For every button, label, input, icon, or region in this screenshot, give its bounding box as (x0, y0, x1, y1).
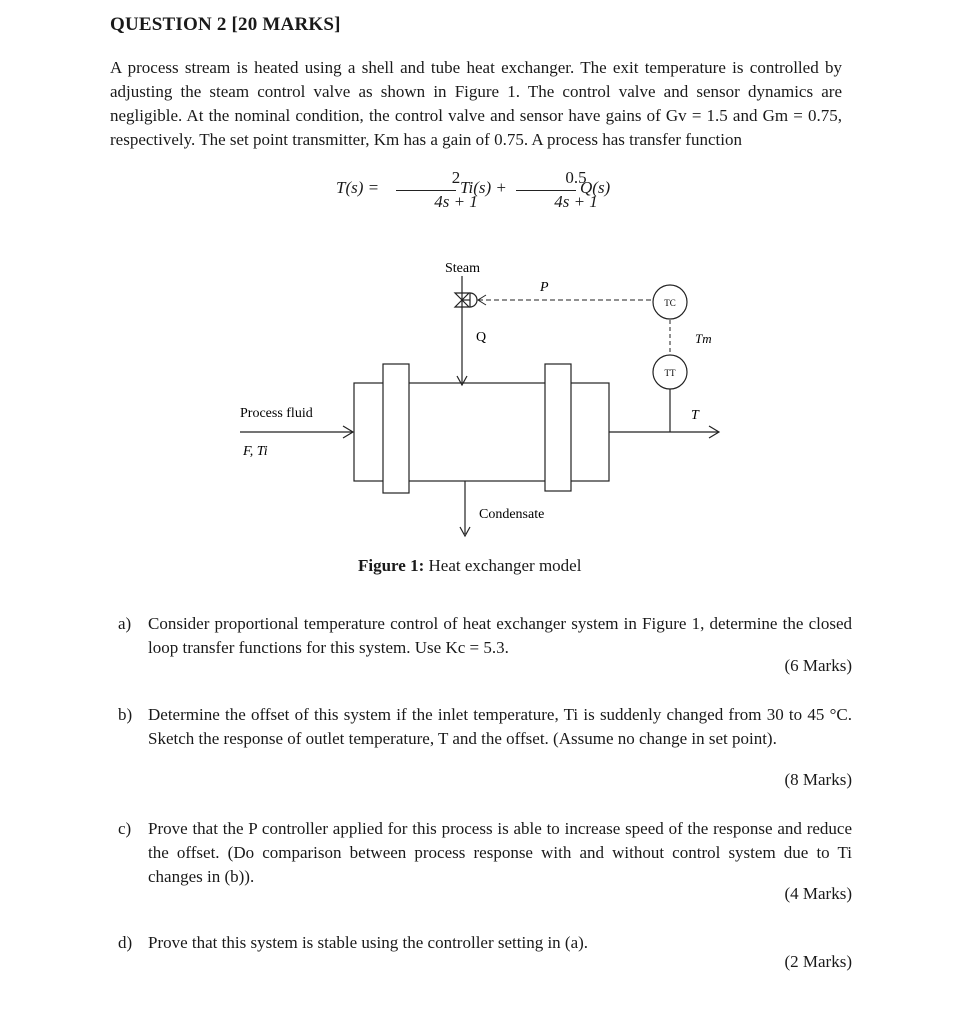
eq-term-2: Q(s) (580, 178, 611, 197)
part-d-label: d) (118, 933, 133, 952)
part-d (118, 931, 852, 955)
steam-label: Steam (445, 261, 480, 276)
heat-exchanger-figure (0, 240, 957, 550)
condensate-label: Condensate (479, 507, 545, 522)
eq-frac2-numerator: 0.5 (565, 168, 587, 187)
tt-label: TT (664, 368, 676, 378)
figure-caption (358, 556, 581, 576)
question-intro (110, 56, 842, 152)
part-a-text: Consider proportional temperature control of heat exchanger system in Figure 1, determine the closed loop transfer functions for this system. Use Kc = 5.3. (148, 614, 852, 657)
eq-fraction-1 (396, 168, 478, 216)
part-c-text: Prove that the P controller applied for this process is able to increase speed of the response and reduce the offset. (Do comparison between process response with and without control system due to Ti changes in (b)). (148, 819, 852, 886)
process-fluid-label: Process fluid (240, 406, 313, 421)
caption-label: Figure 1: (358, 556, 425, 575)
question-title: QUESTION 2 [20 MARKS] (110, 14, 341, 35)
eq-frac1-numerator: 2 (451, 168, 461, 187)
q-label: Q (476, 330, 487, 345)
p-label: P (540, 280, 549, 295)
eq-term-1: Ti(s) + (460, 178, 507, 197)
eq-frac2-denominator: 4s + 1 (554, 192, 598, 211)
eq-frac1-denominator: 4s + 1 (434, 192, 478, 211)
exchanger-flange-left (383, 364, 409, 493)
eq-frac1-bar (396, 190, 456, 191)
part-a-label: a) (118, 614, 132, 633)
part-d-text: Prove that this system is stable using the controller setting in (a). (148, 933, 589, 952)
f-ti-label: F, Ti (243, 444, 268, 459)
part-a (118, 612, 852, 660)
part-d-marks: (2 Marks) (784, 952, 852, 971)
part-c-label: c) (118, 819, 132, 838)
exchanger-flange-right (545, 364, 571, 491)
part-b-text: Determine the offset of this system if the inlet temperature, Ti is suddenly changed from 30 to 45 °C. Sketch the response of outlet temperature, T and the offset. (Assume no change in set point). (148, 705, 852, 748)
part-c-marks: (4 Marks) (784, 884, 852, 903)
caption-text: Heat exchanger model (428, 556, 582, 575)
tc-label: TC (664, 298, 676, 308)
tm-label: Tm (695, 331, 712, 346)
part-a-marks: (6 Marks) (784, 656, 852, 675)
transfer-function-equation (336, 168, 636, 218)
part-b-marks: (8 Marks) (784, 770, 852, 789)
part-b (118, 703, 852, 751)
t-label: T (691, 408, 699, 423)
eq-frac2-bar (516, 190, 576, 191)
part-c (118, 817, 852, 889)
part-b-label: b) (118, 705, 133, 724)
eq-lhs: T(s) = (336, 178, 380, 197)
intro-paragraph: A process stream is heated using a shell and tube heat exchanger. The exit temperature is controlled by adjusting the steam control valve as shown in Figure 1. The control valve and sensor dynamics are negligible. At the nominal condition, the control valve and sensor have gains of Gv = 1.5 and Gm = 0.75, respectively. The set point transmitter, Km has a gain of 0.75. A process has transfer function (110, 58, 842, 149)
control-valve-icon (455, 293, 477, 307)
